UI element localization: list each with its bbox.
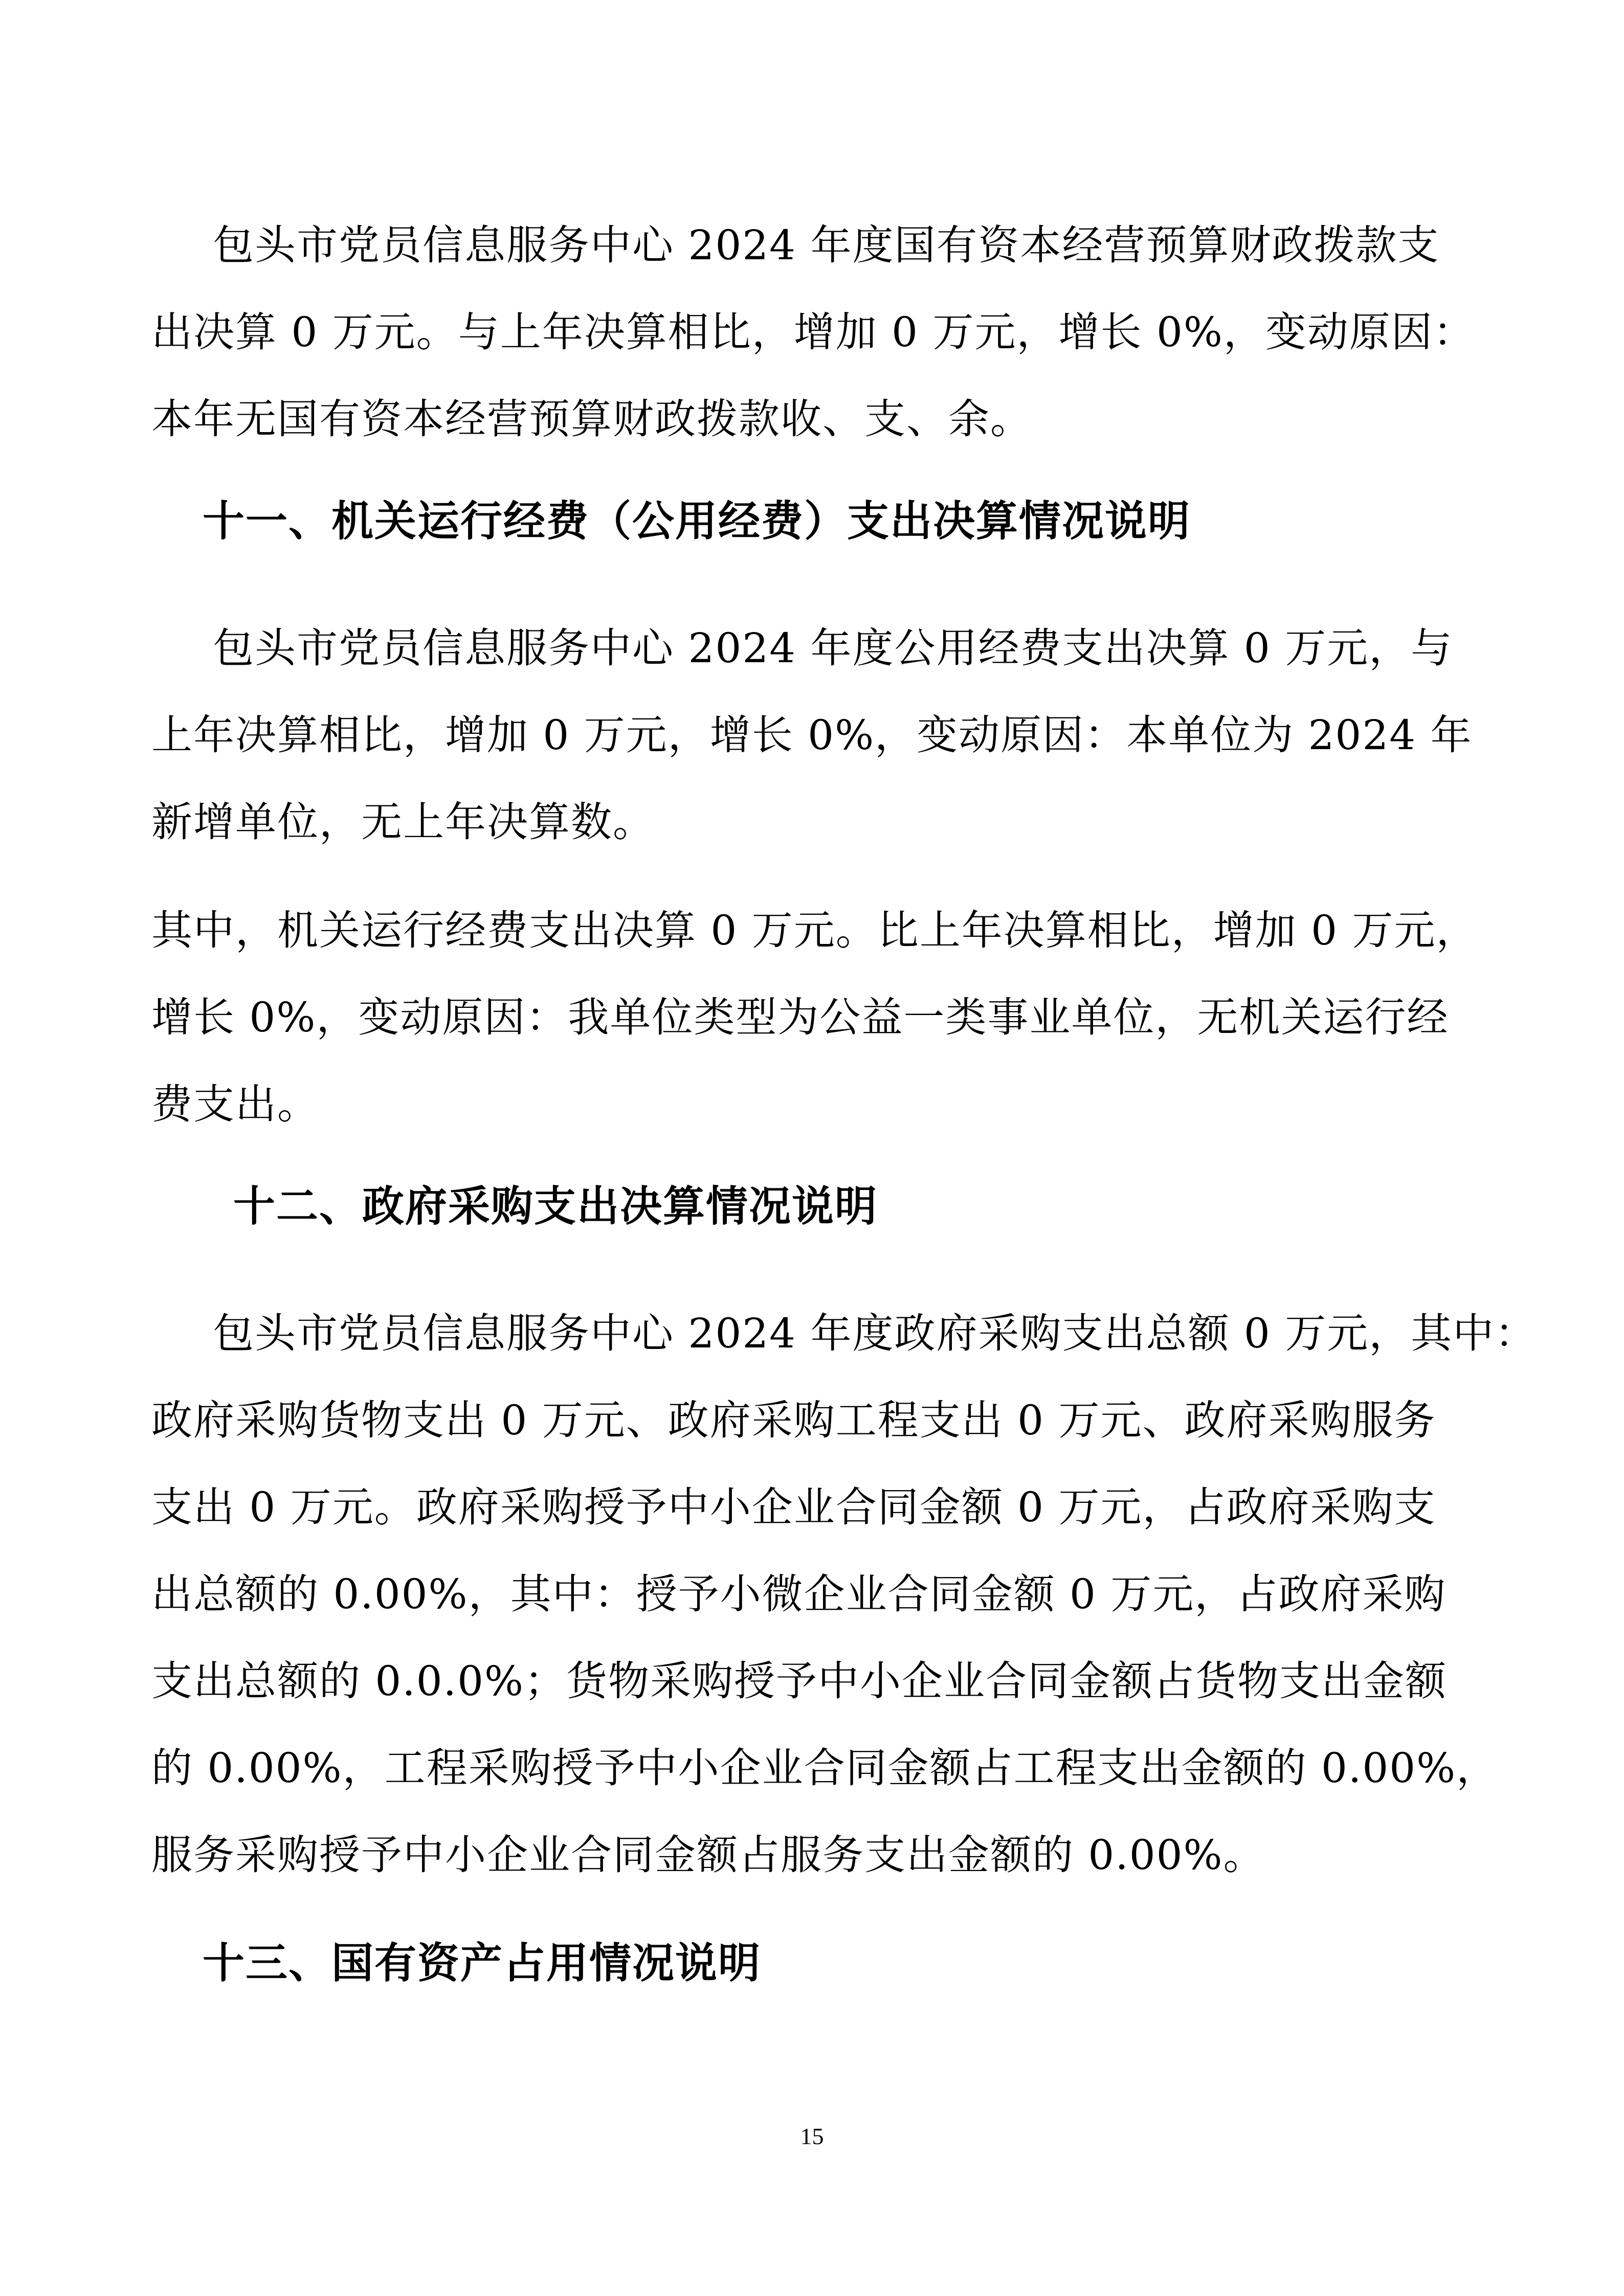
text-line: 支出总额的 0.0.0%；货物采购授予中小企业合同金额占货物支出金额 bbox=[151, 1657, 1447, 1705]
text-line: 本年无国有资本经营预算财政拨款收、支、余。 bbox=[151, 395, 1032, 443]
text-line: 包头市党员信息服务中心 2024 年度国有资本经营预算财政拨款支 bbox=[213, 221, 1440, 269]
text-line: 包头市党员信息服务中心 2024 年度政府采购支出总额 0 万元，其中： bbox=[213, 1310, 1537, 1357]
text-line: 上年决算相比，增加 0 万元，增长 0%，变动原因：本单位为 2024 年 bbox=[151, 711, 1473, 759]
text-line: 服务采购授予中小企业合同金额占服务支出金额的 0.00%。 bbox=[151, 1831, 1265, 1879]
page-number: 15 bbox=[800, 2123, 824, 2149]
section-heading-government-procurement: 十二、政府采购支出决算情况说明 bbox=[233, 1182, 878, 1231]
text-line: 政府采购货物支出 0 万元、政府采购工程支出 0 万元、政府采购服务 bbox=[151, 1397, 1436, 1444]
text-line: 的 0.00%，工程采购授予中小企业合同金额占工程支出金额的 0.00%， bbox=[151, 1744, 1499, 1792]
text-line: 费支出。 bbox=[151, 1081, 319, 1128]
text-line: 新增单位，无上年决算数。 bbox=[151, 798, 655, 846]
text-line: 包头市党员信息服务中心 2024 年度公用经费支出决算 0 万元，与 bbox=[213, 624, 1453, 672]
text-line: 出决算 0 万元。与上年决算相比，增加 0 万元，增长 0%，变动原因： bbox=[151, 308, 1475, 356]
text-line: 其中，机关运行经费支出决算 0 万元。比上年决算相比，增加 0 万元， bbox=[151, 907, 1478, 954]
text-line: 支出 0 万元。政府采购授予中小企业合同金额 0 万元，占政府采购支 bbox=[151, 1483, 1436, 1531]
text-line: 出总额的 0.00%，其中：授予小微企业合同金额 0 万元，占政府采购 bbox=[151, 1570, 1447, 1618]
text-line: 增长 0%，变动原因：我单位类型为公益一类事业单位，无机关运行经 bbox=[151, 994, 1449, 1041]
section-heading-state-assets: 十三、国有资产占用情况说明 bbox=[203, 1939, 762, 1988]
section-heading-public-expenses: 十一、机关运行经费（公用经费）支出决算情况说明 bbox=[203, 497, 1191, 546]
